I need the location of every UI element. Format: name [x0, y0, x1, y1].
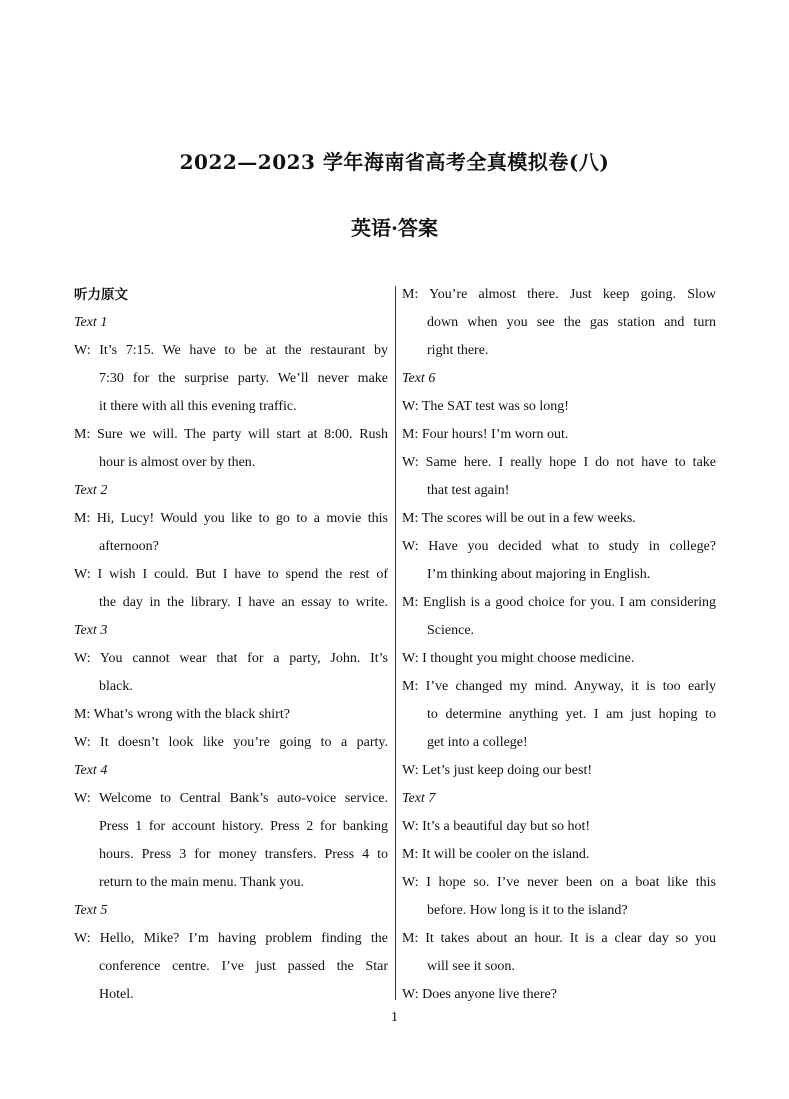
text-label: Text 5 — [74, 903, 108, 918]
right-column — [402, 281, 716, 1009]
dialogue-line: M: What’s wrong with the black shirt? — [74, 707, 290, 722]
dialogue-line: Press 1 for account history. Press 2 for banking — [99, 819, 388, 834]
dialogue-line: M: It will be cooler on the island. — [402, 847, 590, 862]
dialogue-line: W: Same here. I really hope I do not have to take — [402, 455, 716, 470]
dialogue-line: W: Have you decided what to study in college? — [402, 539, 716, 554]
dialogue-line: 7:30 for the surprise party. We’ll never make — [99, 371, 388, 386]
dialogue-line: W: I wish I could. But I have to spend the rest of — [74, 567, 388, 582]
dialogue-line: W: It’s 7:15. We have to be at the restaurant by — [74, 343, 388, 358]
dialogue-line: W: I thought you might choose medicine. — [402, 651, 635, 666]
dialogue-line: W: Hello, Mike? I’m having problem finding the — [74, 931, 388, 946]
dialogue-line: the day in the library. I have an essay to write. — [99, 595, 388, 610]
dialogue-line: before. How long is it to the island? — [427, 903, 628, 918]
dialogue-line: right there. — [427, 343, 489, 358]
dialogue-line: get into a college! — [427, 735, 528, 750]
dialogue-line: M: The scores will be out in a few weeks. — [402, 511, 636, 526]
text-label: Text 2 — [74, 483, 108, 498]
text-label: Text 6 — [402, 371, 436, 386]
dialogue-line: W: Does anyone live there? — [402, 987, 557, 1002]
column-divider — [395, 286, 396, 1000]
dialogue-line: hours. Press 3 for money transfers. Press 4 to — [99, 847, 388, 862]
dialogue-line: M: You’re almost there. Just keep going. Slow — [402, 287, 716, 302]
left-column — [74, 281, 388, 1009]
dialogue-line: M: Sure we will. The party will start at 8:00. Rush — [74, 427, 388, 442]
dialogue-line: black. — [99, 679, 133, 694]
page-title: 2022—2023 学年海南省高考全真模拟卷(八) — [179, 150, 610, 174]
dialogue-line: M: English is a good choice for you. I am considering — [402, 595, 716, 610]
dialogue-line: M: Four hours! I’m worn out. — [402, 427, 569, 442]
dialogue-line: W: You cannot wear that for a party, John. It’s — [74, 651, 388, 666]
dialogue-line: I’m thinking about majoring in English. — [427, 567, 651, 582]
dialogue-line: M: Hi, Lucy! Would you like to go to a movie this — [74, 511, 388, 526]
dialogue-line: down when you see the gas station and turn — [427, 315, 716, 330]
dialogue-line: afternoon? — [99, 539, 159, 554]
dialogue-line: W: I hope so. I’ve never been on a boat like this — [402, 875, 716, 890]
text-label: Text 4 — [74, 763, 108, 778]
dialogue-line: W: Let’s just keep doing our best! — [402, 763, 592, 778]
dialogue-line: conference centre. I’ve just passed the Star — [99, 959, 388, 974]
dialogue-line: M: I’ve changed my mind. Anyway, it is too early — [402, 679, 716, 694]
page-number: 1 — [391, 1010, 398, 1025]
dialogue-line: hour is almost over by then. — [99, 455, 256, 470]
text-label: Text 7 — [402, 791, 436, 806]
page-subtitle: 英语·答案 — [351, 216, 438, 240]
text-label: Text 1 — [74, 315, 108, 330]
dialogue-line: W: It doesn’t look like you’re going to a party. — [74, 735, 388, 750]
dialogue-line: W: Welcome to Central Bank’s auto-voice service. — [74, 791, 388, 806]
dialogue-line: M: It takes about an hour. It is a clear day so you — [402, 931, 716, 946]
text-label: Text 3 — [74, 623, 108, 638]
section-heading: 听力原文 — [74, 287, 128, 303]
dialogue-line: return to the main menu. Thank you. — [99, 875, 305, 890]
dialogue-line: it there with all this evening traffic. — [99, 399, 297, 414]
dialogue-line: to determine anything yet. I am just hoping to — [427, 707, 716, 722]
dialogue-line: Science. — [427, 623, 475, 638]
dialogue-line: that test again! — [427, 483, 510, 498]
dialogue-line: will see it soon. — [427, 959, 515, 974]
dialogue-line: Hotel. — [99, 987, 134, 1002]
dialogue-line: W: The SAT test was so long! — [402, 399, 569, 414]
dialogue-line: W: It’s a beautiful day but so hot! — [402, 819, 591, 834]
